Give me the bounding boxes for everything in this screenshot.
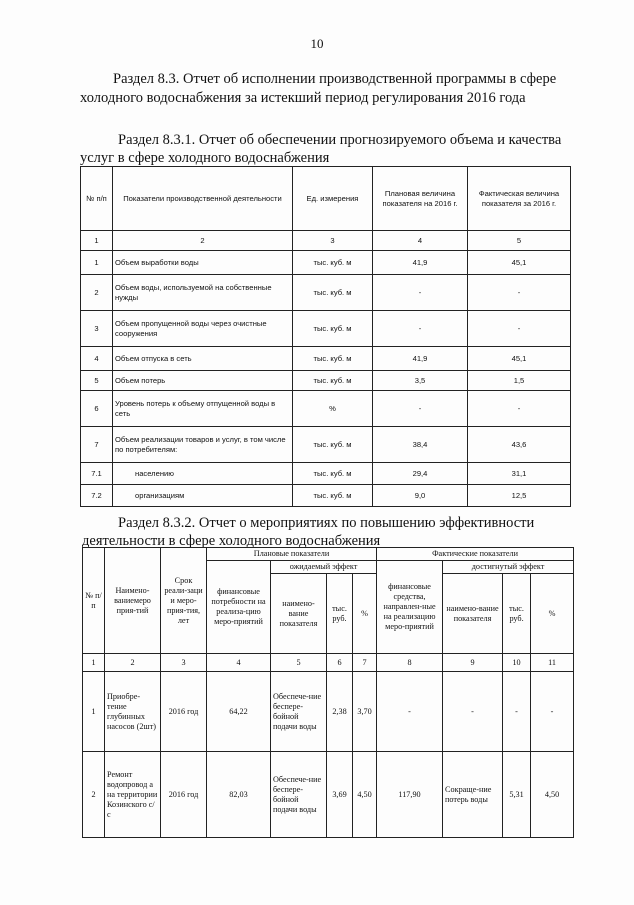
- t2-header-exp-name: наимено-вание показателя: [271, 574, 327, 654]
- t1-header-indicator: Показатели производственной деятельности: [113, 167, 293, 231]
- section-8-3-1-line2: услуг в сфере холодного водоснабжения: [80, 150, 330, 166]
- t1-colnum: 5: [468, 231, 571, 251]
- table-row: [81, 391, 571, 427]
- t1-cell-plan: 41,9: [373, 251, 468, 275]
- t1-cell-fact: 45,1: [468, 347, 571, 371]
- t2-cell-rub: 2,38: [327, 672, 353, 752]
- t2-colnum: 9: [443, 654, 503, 672]
- t1-cell-fact: 12,5: [468, 485, 571, 507]
- t2-cell-ach-pct: 4,50: [531, 752, 574, 838]
- t1-cell-name: организациям: [113, 485, 293, 507]
- t1-cell-fact: 43,6: [468, 427, 571, 463]
- t1-cell-name: Объем выработки воды: [113, 251, 293, 275]
- table-row: [81, 251, 571, 275]
- t2-header-actual: Фактические показатели: [377, 548, 574, 561]
- t2-header-planned: Плановые показатели: [207, 548, 377, 561]
- table-row: [81, 347, 571, 371]
- t2-header-ach-rub: тыс. руб.: [503, 574, 531, 654]
- t2-header-name: Наимено-ваниемеро прия-тий: [105, 548, 161, 654]
- t1-cell-plan: 29,4: [373, 463, 468, 485]
- t2-cell-effect: Обеспече-ние беспере-бойной подачи воды: [271, 752, 327, 838]
- t1-cell-plan: 3,5: [373, 371, 468, 391]
- t1-cell-name: Объем отпуска в сеть: [113, 347, 293, 371]
- table-row: [83, 752, 574, 838]
- t2-header-fin-plan: финансовые потребности на реализа-цию меро-приятий: [207, 561, 271, 654]
- t1-cell-unit: %: [293, 391, 373, 427]
- t1-cell-plan: 38,4: [373, 427, 468, 463]
- t1-cell-fact: -: [468, 311, 571, 347]
- t1-cell-plan: 9,0: [373, 485, 468, 507]
- t2-cell-rub: 3,69: [327, 752, 353, 838]
- t1-cell-unit: тыс. куб. м: [293, 371, 373, 391]
- t1-cell-fact: 1,5: [468, 371, 571, 391]
- t2-cell-fin: 82,03: [207, 752, 271, 838]
- t1-cell-plan: 41,9: [373, 347, 468, 371]
- t2-header-fin-fact: финансовые средства, направлен-ные на реализацию меро-приятий: [377, 561, 443, 654]
- t1-cell-num: 6: [81, 391, 113, 427]
- t1-cell-fact: -: [468, 391, 571, 427]
- section-8-3-line1: Раздел 8.3. Отчет об исполнении производственной программы в сфере: [113, 71, 557, 87]
- t1-cell-plan: -: [373, 311, 468, 347]
- t2-header-expected: ожидаемый эффект: [271, 561, 377, 574]
- t1-cell-fact: 31,1: [468, 463, 571, 485]
- t2-colnum: 4: [207, 654, 271, 672]
- t2-cell-pct: 4,50: [353, 752, 377, 838]
- table-row: [81, 463, 571, 485]
- production-indicators-table: [80, 166, 571, 507]
- t1-cell-name: Объем реализации товаров и услуг, в том числе по потребителям:: [113, 427, 293, 463]
- t1-cell-name: Объем воды, используемой на собственные нужды: [113, 275, 293, 311]
- t1-colnum: 3: [293, 231, 373, 251]
- t1-cell-num: 4: [81, 347, 113, 371]
- table-row: [81, 427, 571, 463]
- t2-cell-ach-rub: -: [503, 672, 531, 752]
- t1-cell-unit: тыс. куб. м: [293, 463, 373, 485]
- t1-header-plan: Плановая величина показателя на 2016 г.: [373, 167, 468, 231]
- table-row: [81, 275, 571, 311]
- t1-colnum: 4: [373, 231, 468, 251]
- t2-cell-fin-fact: -: [377, 672, 443, 752]
- t1-header-unit: Ед. измерения: [293, 167, 373, 231]
- t1-cell-name: населению: [113, 463, 293, 485]
- t2-header-exp-pct: %: [353, 574, 377, 654]
- t2-colnum: 10: [503, 654, 531, 672]
- t2-header-num: № п/п: [83, 548, 105, 654]
- section-8-3-2-line2: деятельности в сфере холодного водоснабжения: [82, 533, 381, 549]
- t2-colnum: 6: [327, 654, 353, 672]
- t2-cell-fin-fact: 117,90: [377, 752, 443, 838]
- t1-cell-unit: тыс. куб. м: [293, 251, 373, 275]
- t1-cell-name: Объем пропущенной воды через очистные сооружения: [113, 311, 293, 347]
- t1-cell-fact: -: [468, 275, 571, 311]
- t1-cell-unit: тыс. куб. м: [293, 275, 373, 311]
- t2-header-ach-name: наимено-вание показателя: [443, 574, 503, 654]
- t1-cell-name: Уровень потерь к объему отпущенной воды в сеть: [113, 391, 293, 427]
- t2-cell-ach-name: -: [443, 672, 503, 752]
- t1-colnum: 1: [81, 231, 113, 251]
- efficiency-measures-table: [82, 547, 574, 838]
- table-row: [81, 485, 571, 507]
- t2-colnum: 3: [161, 654, 207, 672]
- t2-colnum: 2: [105, 654, 161, 672]
- page-number: 10: [310, 36, 324, 51]
- t2-header-exp-rub: тыс. руб.: [327, 574, 353, 654]
- t1-cell-unit: тыс. куб. м: [293, 347, 373, 371]
- t1-cell-num: 2: [81, 275, 113, 311]
- t1-cell-unit: тыс. куб. м: [293, 427, 373, 463]
- t2-cell-ach-name: Сокраще-ние потерь воды: [443, 752, 503, 838]
- t1-cell-num: 7.1: [81, 463, 113, 485]
- t1-colnum: 2: [113, 231, 293, 251]
- t2-cell-name: Ремонт водопровод а на территории Козинского с/с: [105, 752, 161, 838]
- t2-cell-ach-pct: -: [531, 672, 574, 752]
- section-8-3-line2: холодного водоснабжения за истекший период регулирования 2016 года: [80, 90, 526, 106]
- t2-cell-name: Приобре-тение глубинных насосов (2шт): [105, 672, 161, 752]
- t2-colnum: 8: [377, 654, 443, 672]
- t1-header-fact: Фактическая величина показателя за 2016 г.: [468, 167, 571, 231]
- t1-cell-num: 7: [81, 427, 113, 463]
- t2-cell-term: 2016 год: [161, 752, 207, 838]
- t2-cell-effect: Обеспече-ние беспере-бойной подачи воды: [271, 672, 327, 752]
- t1-cell-num: 7.2: [81, 485, 113, 507]
- t1-cell-name: Объем потерь: [113, 371, 293, 391]
- t2-cell-pct: 3,70: [353, 672, 377, 752]
- section-8-3-1-line1: Раздел 8.3.1. Отчет об обеспечении прогнозируемого объема и качества: [118, 132, 562, 148]
- t2-colnum: 7: [353, 654, 377, 672]
- t2-colnum: 5: [271, 654, 327, 672]
- t1-cell-unit: тыс. куб. м: [293, 311, 373, 347]
- t2-cell-num: 2: [83, 752, 105, 838]
- t1-cell-num: 1: [81, 251, 113, 275]
- table-row: [81, 311, 571, 347]
- t2-cell-fin: 64,22: [207, 672, 271, 752]
- t1-cell-fact: 45,1: [468, 251, 571, 275]
- t1-header-num: № п/п: [81, 167, 113, 231]
- t2-cell-term: 2016 год: [161, 672, 207, 752]
- table-row: [83, 672, 574, 752]
- t1-cell-plan: -: [373, 275, 468, 311]
- t1-cell-num: 3: [81, 311, 113, 347]
- t2-cell-num: 1: [83, 672, 105, 752]
- t1-cell-plan: -: [373, 391, 468, 427]
- t2-header-ach-pct: %: [531, 574, 574, 654]
- t1-cell-num: 5: [81, 371, 113, 391]
- t1-cell-unit: тыс. куб. м: [293, 485, 373, 507]
- table-row: [81, 371, 571, 391]
- t2-header-achieved: достигнутый эффект: [443, 561, 574, 574]
- section-8-3-2-line1: Раздел 8.3.2. Отчет о мероприятиях по повышению эффективности: [118, 515, 535, 531]
- t2-header-term: Срок реали-заци и меро-прия-тия, лет: [161, 548, 207, 654]
- t2-colnum: 11: [531, 654, 574, 672]
- t2-colnum: 1: [83, 654, 105, 672]
- t2-cell-ach-rub: 5,31: [503, 752, 531, 838]
